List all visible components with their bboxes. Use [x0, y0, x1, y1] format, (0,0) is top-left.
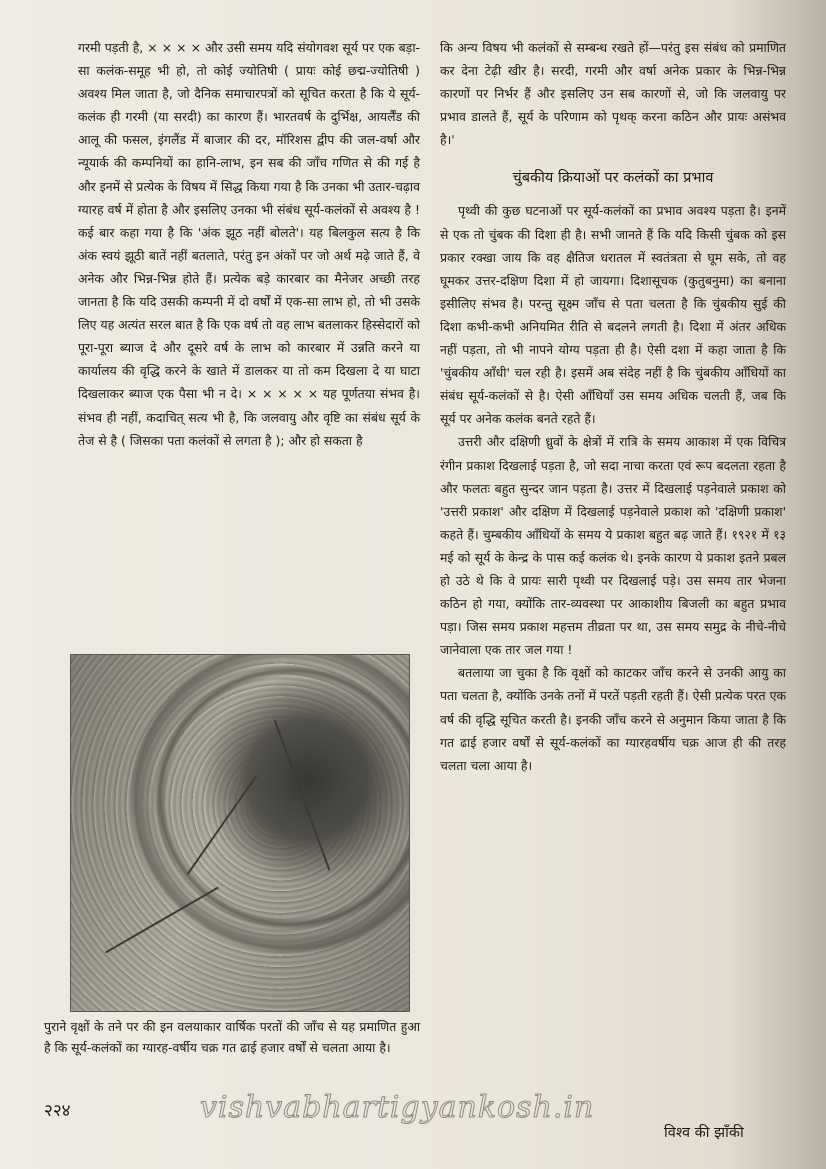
section-heading: चुंबकीय क्रियाओं पर कलंकों का प्रभाव: [512, 170, 714, 187]
right-paragraph: बतलाया जा चुका है कि वृक्षों को काटकर जाँच करने से उनकी आयु का पता चलता है, क्योंकि उनके तनों में परतें पड़ती रहती हैं। ऐसी प्रत्येक परत एक वर्ष की वृद्धि सूचित करती है। इनकी जाँच करने से अनुमान किया जाता है कि गत ढाई हजार वर्षों से सूर्य-कलंकों का ग्यारहवर्षीय चक्र आज ही की तरह चलता चला आया है।: [440, 665, 786, 773]
right-column: [440, 36, 786, 777]
running-footer-title: विश्व की झाँकी: [664, 1125, 744, 1141]
photo-shade: [71, 655, 409, 1011]
page-number: २२४: [44, 1101, 71, 1121]
tree-rings-photo: [70, 654, 410, 1012]
watermark: vishvabhartigyankosh.in: [200, 1090, 595, 1125]
right-paragraph: उत्तरी और दक्षिणी ध्रुवों के क्षेत्रों में रात्रि के समय आकाश में एक विचित्र रंगीन प्रकाश दिखलाई पड़ता है, जो सदा नाचा करता एवं रूप बदलता रहता है और फलतः बहुत सुन्दर जान पड़ता है। उत्तर में दिखलाई पड़नेवाले प्रकाश को 'उत्तरी प्रकाश' और दक्षिण में दिखलाई पड़नेवाले प्रकाश को 'दक्षिणी प्रकाश' कहते हैं। चुम्बकीय आँधियों के समय ये प्रकाश बहुत बढ़ जाते हैं। १९२१ में १३ मई को सूर्य के केन्द्र के पास कई कलंक थे। इनके कारण ये प्रकाश इतने प्रबल हो उठे थे कि वे प्रायः सारी पृथ्वी पर दिखलाई पड़े। उस समय तार भेजना कठिन हो गया, क्योंकि तार-व्यवस्था पर आकाशीय बिजली का बहुत प्रभाव पड़ा। जिस समय प्रकाश महत्तम तीव्रता पर था, उस समय समुद्र के नीचे-नीचे जानेवाला एक तार जल गया !: [440, 434, 786, 658]
left-paragraph: गरमी पड़ती है, × × × × और उसी समय यदि संयोगवश सूर्य पर एक बड़ा-सा कलंक-समूह भी हो, तो कोई ज्योतिषी ( प्रायः कोई छद्म-ज्योतिषी ) अवश्य मिल जाता है, जो दैनिक समाचारपत्रों को सूचित करता है कि ये सूर्य-कलंक ही गरमी (या सरदी) का कारण हैं। भारतवर्ष के दुर्भिक्ष, आयर्लैंड की आलू की फसल, इंगलैंड में बाजार की दर, मॉरिशस द्वीप की जल-वर्षा और न्यूयार्क की कम्पनियों का हानि-लाभ, इन सब की जाँच गणित से की गई है और इनमें से प्रत्येक के विषय में सिद्ध किया गया है कि उनका भी उतार-चढ़ाव ग्यारह वर्ष में होता है और इसलिए उनका भी संबंध सूर्य-कलंकों से अवश्य है ! कई बार कहा गया है कि 'अंक झूठ नहीं बोलते'। यह बिलकुल सत्य है कि अंक स्वयं झूठी बातें नहीं बतलाते, परंतु इन अंकों पर जो अर्थ मढ़े जाते हैं, वे अनेक और भिन्न-भिन्न होते हैं। प्रत्येक बड़े कारबार का मैनेजर अच्छी तरह जानता है कि यदि उसकी कम्पनी में दो वर्षों में एक-सा लाभ हो, तो भी उसके लिए यह अत्यंत सरल बात है कि एक वर्ष तो वह लाभ बतलाकर हिस्सेदारों को पूरा-पूरा ब्याज दे और दूसरे वर्ष के लाभ को कारबार में उन्नति करने या कार्यालय की वृद्धि करने के खाते में डालकर या तो कम दिखला दे या घाटा दिखलाकर ब्याज एक पैसा भी न दे। × × × × × यह पूर्णतया संभव है। संभव ही नहीं, कदाचित् सत्य भी है, कि जलवायु और वृष्टि का संबंध सूर्य के तेज से है ( जिसका पता कलंकों से लगता है ); और हो सकता है: [78, 40, 420, 448]
right-intro-paragraph: कि अन्य विषय भी कलंकों से सम्बन्ध रखते हों—परंतु इस संबंध को प्रमाणित कर देना टेढ़ी खीर है। सरदी, गरमी और वर्षा अनेक प्रकार के भिन्न-भिन्न कारणों पर निर्भर हैं और इसलिए उन सब कारणों से, जो कि जलवायु पर प्रभाव डालते हैं, सूर्य के परिणाम को पृथक् करना कठिन और प्रायः असंभव है।': [440, 40, 786, 148]
figure-caption: पुराने वृक्षों के तने पर की इन वलयाकार वार्षिक परतों की जाँच से यह प्रमाणित हुआ है कि सूर्य-कलंकों का ग्यारह-वर्षीय चक्र गत ढाई हजार वर्षों से चलता आया है।: [44, 1019, 420, 1055]
right-paragraph: पृथ्वी की कुछ घटनाओं पर सूर्य-कलंकों का प्रभाव अवश्य पड़ता है। इनमें से एक तो चुंबक की दिशा ही है। सभी जानते हैं कि यदि किसी चुंबक को इस प्रकार रक्खा जाय कि वह क्षैतिज धरातल में स्वतंत्रता से घूम सके, तो वह घूमकर उत्तर-दक्षिण दिशा में हो जायगा। दिशासूचक (कुतुबनुमा) का बनाना इसीलिए संभव है। परन्तु सूक्ष्म जाँच से पता चलता है कि चुंबकीय सुई की दिशा कभी-कभी अनियमित रीति से बदलने लगती है। दिशा में अंतर अधिक नहीं पड़ता, तो भी नापने योग्य पड़ता ही है। ऐसी दशा में कहा जाता है कि 'चुंबकीय आँधी' चल रही है। इसमें अब संदेह नहीं है कि चुंबकीय आँधियों का संबंध सूर्य-कलंकों से है। ऐसी आँधियाँ उस समय अधिक चलती हैं, जब कि सूर्य पर अनेक कलंक बनते रहते हैं।: [440, 203, 786, 427]
left-column: [78, 36, 420, 452]
